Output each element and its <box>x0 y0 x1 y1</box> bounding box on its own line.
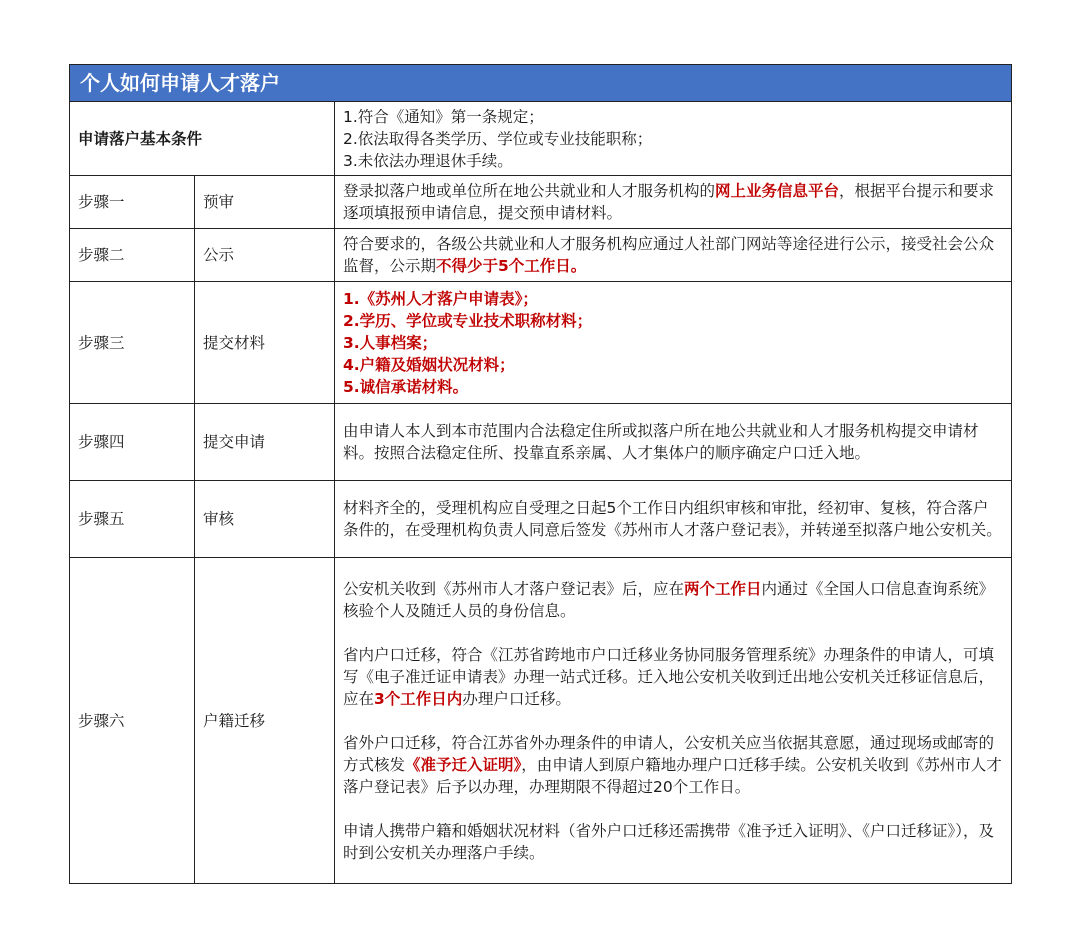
conditions-row <box>70 102 1012 176</box>
highlight-text: 3个工作日内 <box>374 689 463 708</box>
conditions-label: 申请落户基本条件 <box>70 102 335 176</box>
text-segment: 登录拟落户地或单位所在地公共就业和人才服务机构的 <box>343 182 716 200</box>
step-label: 步骤一 <box>70 176 195 229</box>
step-row-1 <box>70 176 1012 229</box>
highlight-text: 不得少于5个工作日。 <box>436 257 587 275</box>
text-segment: 省内户口迁移，符合《江苏省跨地市户口迁移业务协同服务管理系统》办理条件的申请人，可填写《电子准迁证申请表》办理一站式迁移。迁入地公安机关收到迁出地公安机关迁移证信息后，应在 <box>343 645 995 708</box>
step-row-3 <box>70 282 1012 404</box>
step-content: 材料齐全的，受理机构应自受理之日起5个工作日内组织审核和审批，经初审、复核，符合落户条件的，在受理机构负责人同意后签发《苏州市人才落户登记表》，并转递至拟落户地公安机关。 <box>335 481 1012 558</box>
material-item: 5.诚信承诺材料。 <box>343 377 469 396</box>
highlight-text: 《准予迁入证明》 <box>405 755 522 774</box>
step-content <box>335 176 1012 229</box>
text-segment: ，根据平台提示和要求逐项填报预申请信息，提交预申请材料。 <box>343 182 995 222</box>
step-content <box>335 282 1012 404</box>
table-title: 个人如何申请人才落户 <box>70 65 1012 102</box>
material-item: 2.学历、学位或专业技术职称材料； <box>343 311 593 330</box>
step-label: 步骤二 <box>70 229 195 282</box>
paragraph: 申请人携带户籍和婚姻状况材料（省外户口迁移还需携带《准予迁入证明》、《户口迁移证》），及时到公安机关办理落户手续。 <box>343 821 995 862</box>
step-name: 户籍迁移 <box>195 558 335 884</box>
condition-item: 1.符合《通知》第一条规定； <box>343 107 544 126</box>
step-label: 步骤五 <box>70 481 195 558</box>
step-label: 步骤三 <box>70 282 195 404</box>
step-content <box>335 229 1012 282</box>
text-segment: 办理户口迁移。 <box>462 689 571 708</box>
step-row-6 <box>70 558 1012 884</box>
step-name: 公示 <box>195 229 335 282</box>
step-name: 提交材料 <box>195 282 335 404</box>
material-item: 3.人事档案； <box>343 333 438 352</box>
text-segment: ，由申请人到原户籍地办理户口迁移手续。公安机关收到《苏州市人才落户登记表》后予以办理，办理期限不得超过20个工作日。 <box>343 755 1002 796</box>
paragraph <box>343 644 1003 710</box>
text-segment: 符合要求的，各级公共就业和人才服务机构应通过人社部门网站等途径进行公示，接受社会公众监督，公示期 <box>343 235 995 275</box>
step-row-5 <box>70 481 1012 558</box>
process-table <box>69 64 1012 884</box>
condition-item: 2.依法取得各类学历、学位或专业技能职称； <box>343 129 653 148</box>
text-segment: 公安机关收到《苏州市人才落户登记表》后，应在 <box>343 579 685 598</box>
step-name: 预审 <box>195 176 335 229</box>
step-label: 步骤四 <box>70 404 195 481</box>
step-name: 提交申请 <box>195 404 335 481</box>
highlight-text: 网上业务信息平台 <box>715 182 840 200</box>
material-item: 1.《苏州人才落户申请表》； <box>343 289 538 308</box>
step-row-4 <box>70 404 1012 481</box>
text-segment: 内通过《全国人口信息查询系统》核验个人及随迁人员的身份信息。 <box>343 579 995 620</box>
step-row-2 <box>70 229 1012 282</box>
conditions-content <box>335 102 1012 176</box>
paragraph <box>343 732 1003 798</box>
highlight-text: 两个工作日 <box>684 579 762 598</box>
step-content: 由申请人本人到本市范围内合法稳定住所或拟落户所在地公共就业和人才服务机构提交申请材料。按照合法稳定住所、投靠直系亲属、人才集体户的顺序确定户口迁入地。 <box>335 404 1012 481</box>
title-row <box>70 65 1012 102</box>
condition-item: 3.未依法办理退休手续。 <box>343 151 513 170</box>
step-content <box>335 558 1012 884</box>
material-item: 4.户籍及婚姻状况材料； <box>343 355 515 374</box>
text-segment: 省外户口迁移，符合江苏省外办理条件的申请人，公安机关应当依据其意愿，通过现场或邮寄的方式核发 <box>343 733 995 774</box>
paragraph <box>343 578 1003 622</box>
step-label: 步骤六 <box>70 558 195 884</box>
step-name: 审核 <box>195 481 335 558</box>
